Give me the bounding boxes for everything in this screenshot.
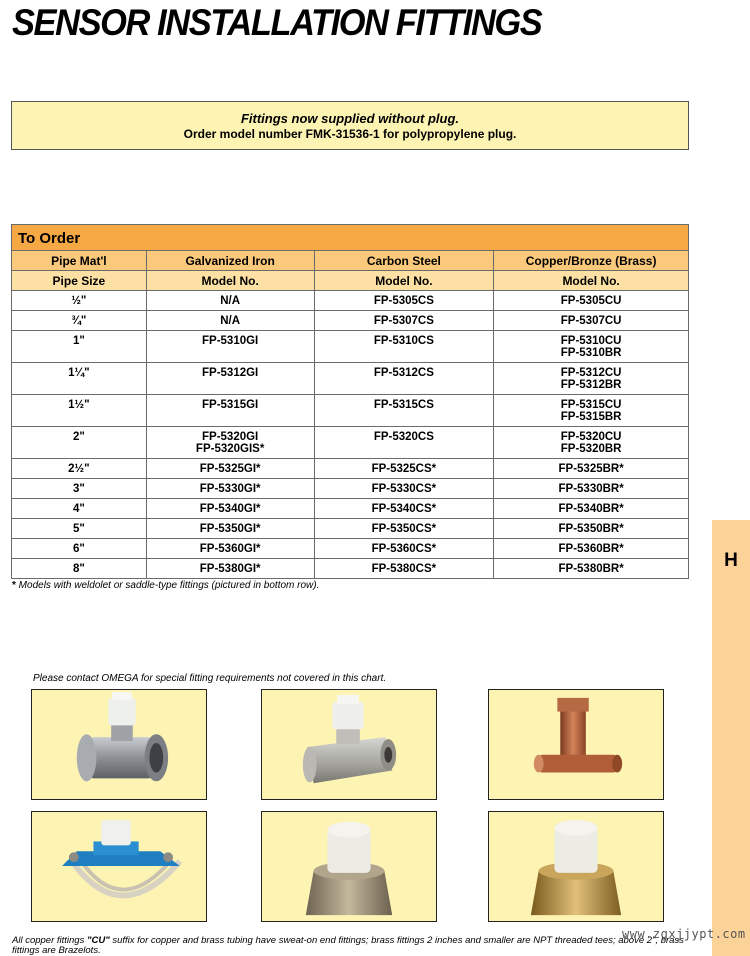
model-line: FP-5320BR: [560, 443, 622, 455]
model-cell: FP-5315CS: [314, 395, 494, 427]
pipe-size-cell: 4": [12, 499, 147, 519]
model-cell: FP-5305CU: [494, 291, 689, 311]
watermark: www.zgxjjypt.com: [622, 927, 746, 941]
model-cell: FP-5310GI: [146, 331, 314, 363]
model-cell: FP-5350GI*: [146, 519, 314, 539]
pipe-size-cell: ½": [12, 291, 147, 311]
pipe-size-cell: ¾": [12, 311, 147, 331]
plug-notice-box: [11, 101, 689, 150]
col-header-galvanized-iron: Galvanized Iron: [146, 251, 314, 271]
galvanized-iron-tee-photo: [31, 689, 207, 800]
to-order-table: [11, 224, 689, 579]
bottom-note: [12, 936, 712, 956]
bottom-note-part-2: "CU": [86, 935, 110, 946]
table-row: [12, 499, 689, 519]
table-row: [12, 459, 689, 479]
table-header-row-1: [12, 251, 689, 271]
model-cell: FP-5330BR*: [494, 479, 689, 499]
model-cell: FP-5360BR*: [494, 539, 689, 559]
model-cell: FP-5315GI: [146, 395, 314, 427]
model-line: FP-5312CU: [560, 367, 622, 379]
model-cell: [146, 427, 314, 459]
model-cell: [494, 331, 689, 363]
table-row: [12, 291, 689, 311]
model-cell: FP-5310CS: [314, 331, 494, 363]
model-cell: FP-5380GI*: [146, 559, 314, 579]
model-cell: FP-5307CU: [494, 311, 689, 331]
notice-line-1: Fittings now supplied without plug.: [240, 111, 460, 126]
model-cell: FP-5350CS*: [314, 519, 494, 539]
footnote-text: Models with weldolet or saddle-type fittings (pictured in bottom row).: [15, 580, 320, 591]
model-cell: FP-5340BR*: [494, 499, 689, 519]
model-cell: FP-5380CS*: [314, 559, 494, 579]
section-tab: [712, 520, 750, 956]
pipe-size-cell: 5": [12, 519, 147, 539]
copper-tee-photo: [488, 689, 664, 800]
col-header-model-no: Model No.: [494, 271, 689, 291]
model-cell: FP-5305CS: [314, 291, 494, 311]
bottom-note-part-3: suffix for copper and brass tubing have sweat-on end fittings; brass fittings 2 inches and smaller are NPT threaded tees; above 2", brass fittings are Brazelots.: [12, 935, 684, 956]
carbon-steel-tee-photo: [261, 689, 437, 800]
model-cell: FP-5307CS: [314, 311, 494, 331]
table-header-row-2: [12, 271, 689, 291]
table-row: [12, 519, 689, 539]
table-row: [12, 395, 689, 427]
bottom-note-part-1: All copper fittings: [12, 935, 87, 946]
model-line: FP-5320CU: [560, 431, 622, 443]
model-cell: N/A: [146, 311, 314, 331]
col-header-pipe-material: Pipe Mat'l: [12, 251, 147, 271]
table-row: [12, 539, 689, 559]
col-header-model-no: Model No.: [314, 271, 494, 291]
brass-weldolet-photo: [488, 811, 664, 922]
model-line: FP-5310CU: [560, 335, 622, 347]
table-row: [12, 427, 689, 459]
pipe-size-cell: 1¼": [12, 363, 147, 395]
model-cell: FP-5350BR*: [494, 519, 689, 539]
model-cell: FP-5312CS: [314, 363, 494, 395]
pipe-size-cell: 1½": [12, 395, 147, 427]
contact-note: Please contact OMEGA for special fitting requirements not covered in this chart.: [33, 673, 387, 684]
saddle-fitting-photo: [31, 811, 207, 922]
model-cell: FP-5360CS*: [314, 539, 494, 559]
footnote-star: *: [12, 580, 16, 591]
model-cell: FP-5325BR*: [494, 459, 689, 479]
section-tab-letter: H: [724, 550, 738, 571]
model-line: FP-5320GI: [202, 431, 259, 443]
model-line: FP-5310BR: [560, 347, 622, 359]
pipe-size-cell: 6": [12, 539, 147, 559]
model-cell: FP-5330CS*: [314, 479, 494, 499]
table-row: [12, 559, 689, 579]
steel-weldolet-photo: [261, 811, 437, 922]
model-cell: FP-5320CS: [314, 427, 494, 459]
model-cell: FP-5360GI*: [146, 539, 314, 559]
table-row: [12, 363, 689, 395]
table-row: [12, 331, 689, 363]
model-cell: [494, 427, 689, 459]
col-header-carbon-steel: Carbon Steel: [314, 251, 494, 271]
model-line: FP-5312BR: [560, 379, 622, 391]
model-line: FP-5315BR: [560, 411, 622, 423]
pipe-size-cell: 1": [12, 331, 147, 363]
table-row: [12, 479, 689, 499]
model-cell: FP-5330GI*: [146, 479, 314, 499]
pipe-size-cell: 2": [12, 427, 147, 459]
notice-line-2: Order model number FMK-31536-1 for polypropylene plug.: [183, 127, 517, 141]
pipe-size-cell: 3": [12, 479, 147, 499]
page-title: SENSOR INSTALLATION FITTINGS: [12, 2, 542, 43]
model-cell: FP-5380BR*: [494, 559, 689, 579]
col-header-copper-bronze: Copper/Bronze (Brass): [494, 251, 689, 271]
table-title: To Order: [12, 225, 689, 251]
model-cell: FP-5312GI: [146, 363, 314, 395]
model-line: FP-5320GIS*: [195, 443, 265, 455]
model-cell: [494, 395, 689, 427]
table-footnote: [12, 580, 319, 591]
model-line: FP-5315CU: [560, 399, 622, 411]
model-cell: FP-5325CS*: [314, 459, 494, 479]
col-header-pipe-size: Pipe Size: [12, 271, 147, 291]
model-cell: N/A: [146, 291, 314, 311]
model-cell: [494, 363, 689, 395]
model-cell: FP-5340CS*: [314, 499, 494, 519]
pipe-size-cell: 8": [12, 559, 147, 579]
model-cell: FP-5325GI*: [146, 459, 314, 479]
col-header-model-no: Model No.: [146, 271, 314, 291]
model-cell: FP-5340GI*: [146, 499, 314, 519]
pipe-size-cell: 2½": [12, 459, 147, 479]
table-row: [12, 311, 689, 331]
